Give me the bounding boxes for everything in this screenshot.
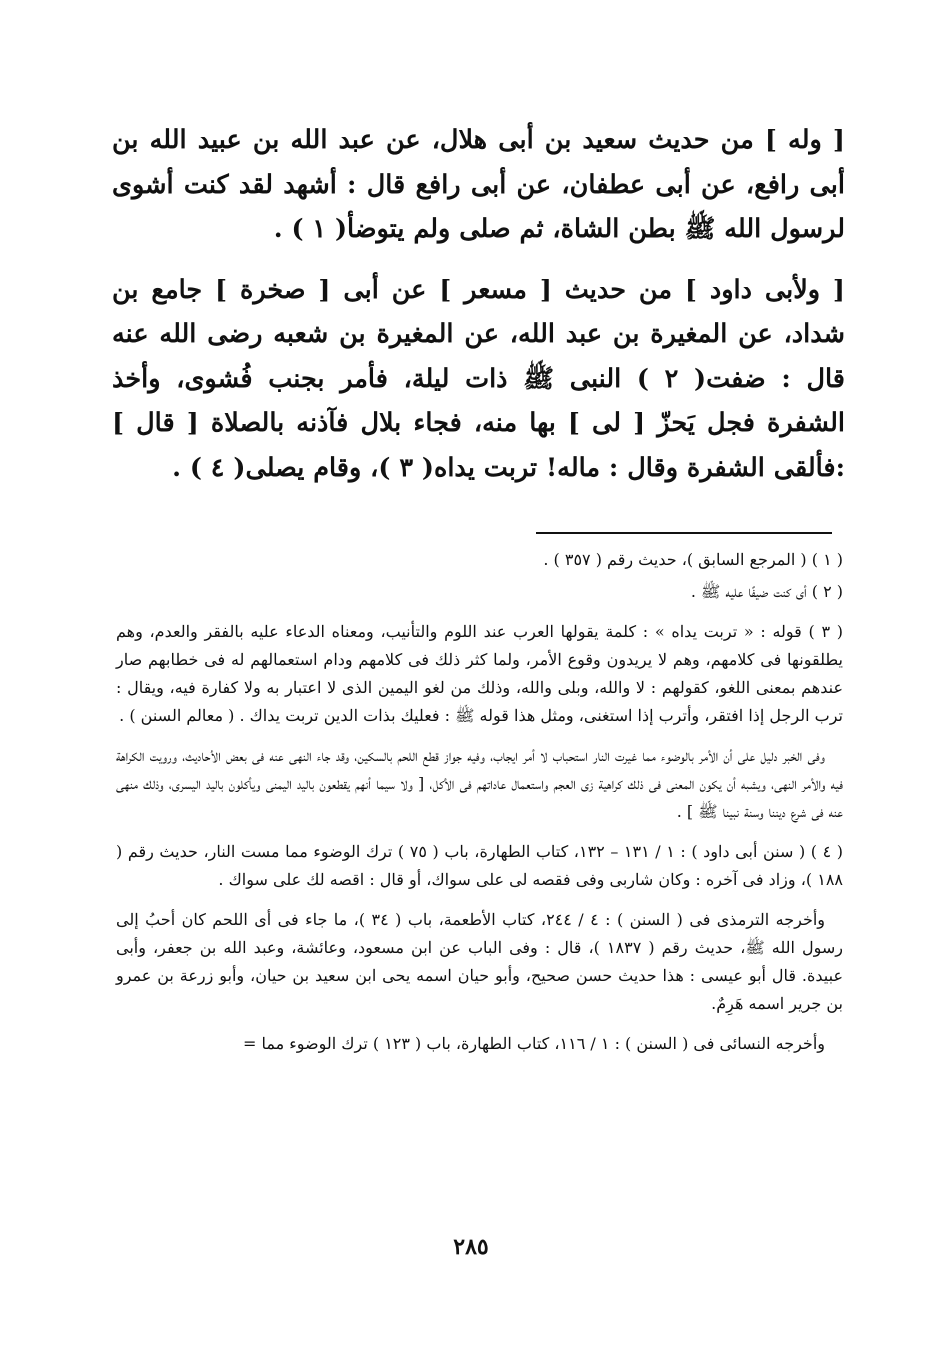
page-number: ٢٨٥ [453, 1234, 489, 1260]
main-text [112, 118, 845, 490]
footnote-4: ( ٤ ) ( سنن أبى داود ) : ١ / ١٣١ – ١٣٢، كتاب الطهارة، باب ( ٧٥ ) ترك الوضوء مما مست النار، حديث رقم ( ١٨٨ )، وزاد فى آخره : وكان شاربى وفى فقصه لى على سواك، أو قال : اقصه لك على سواك . [116, 842, 844, 889]
footnote-4-nasai: وأخرجه النسائى فى ( السنن ) : ١ / ١١٦، كتاب الطهارة، باب ( ١٢٣ ) ترك الوضوء مما = [242, 1034, 825, 1053]
main-paragraph-2: [ ولأبى داود ] من حديث [ مسعر ] عن أبى [ صخرة ] جامع بن شداد، عن المغيرة بن عبد الله، عن المغيرة بن شعبه رضى الله عنه قال : ضفت( ٢ ) النبى ﷺ ذات ليلة، فأمر بجنب فُشوى، وأخذ الشفرة فجل يَحزّ [ لى ] بها منه، فجاء بلال فآذنه بالصلاة [ قال ] :فألقى الشفرة وقال : ماله! تربت يداه( ٣ )، وقام يصلى( ٤ ) . [112, 274, 845, 483]
footnote-2: ( ٢ ) أى كنت ضيفًا عليه ﷺ . [690, 582, 843, 601]
footnote-1: ( ١ ) ( المرجع السابق )، حديث رقم ( ٣٥٧ ) . [543, 550, 843, 569]
footnote-4-tirmidhi: وأخرجه الترمذى فى ( السنن ) : ٤ / ٢٤٤، كتاب الأطعمة، باب ( ٣٤ )، ما جاء فى أى اللحم كان أحبُ إلى رسول الله ﷺ، حديث رقم ( ١٨٣٧ )، قال : وفى الباب عن ابن مسعود، وعائشة، وعبد الله بن جعفر، وأبى عبيدة. قال أبو عيسى : هذا حديث حسن صحيح، وأبو حيان اسمه يحى ابن سعيد بن حيان، وأبو زرعة بن عمرو بن جرير اسمه هَرِمٌ. [116, 910, 844, 1013]
footnote-separator [536, 532, 832, 534]
footnotes [116, 546, 843, 1058]
main-paragraph-1: [ وله ] من حديث سعيد بن أبى هلال، عن عبد الله بن عبيد الله بن أبى رافع، عن أبى عطفان، عن أبى رافع قال : أشهد لقد كنت أشوى لرسول الله ﷺ بطن الشاة، ثم صلى ولم يتوضأ( ١ ) . [112, 125, 845, 244]
footnote-3: ( ٣ ) قوله : « تربت يداه » : كلمة يقولها العرب عند اللوم والتأنيب، ومعناه الدعاء عليه بالفقر والعدم، وهم يطلقونها فى كلامهم، وهم لا يريدون وقوع الأمر، ولما كثر ذلك فى كلامهم ودام استعمالهم له فى خطابهم صار عندهم بمعنى اللغو، كقولهم : لا والله، وبلى والله، وذلك من لغو اليمين الذى لا اعتبار به ولا كفارة فيه، ويقال : ترب الرجل إذا افتقر، وأترب إذا استغنى، ومثل هذا قوله ﷺ : فعليك بذات الدين تربت يداك . ( معالم السنن ) . [116, 622, 844, 725]
footnote-3-continued: وفى الخبر دليل على أن الأمر بالوضوء مما غيرت النار استحباب لا أمر ايجاب، وفيه جواز قطع اللحم بالسكين، وقد جاء النهى عنه فى بعض الأحاديث، ورويت الكراهة فيه والأمر النهى، ويشبه أن يكون المعنى فى ذلك كراهية زى العجم واستعمال عاداتهم فى الأكل، [ ولا سيما أنهم يقطعون باليد اليمنى ويأكلون باليد اليسرى، وذلك منهى عنه فى شرع ديننا وسنة نبينا ﷺ ] . [116, 746, 843, 821]
